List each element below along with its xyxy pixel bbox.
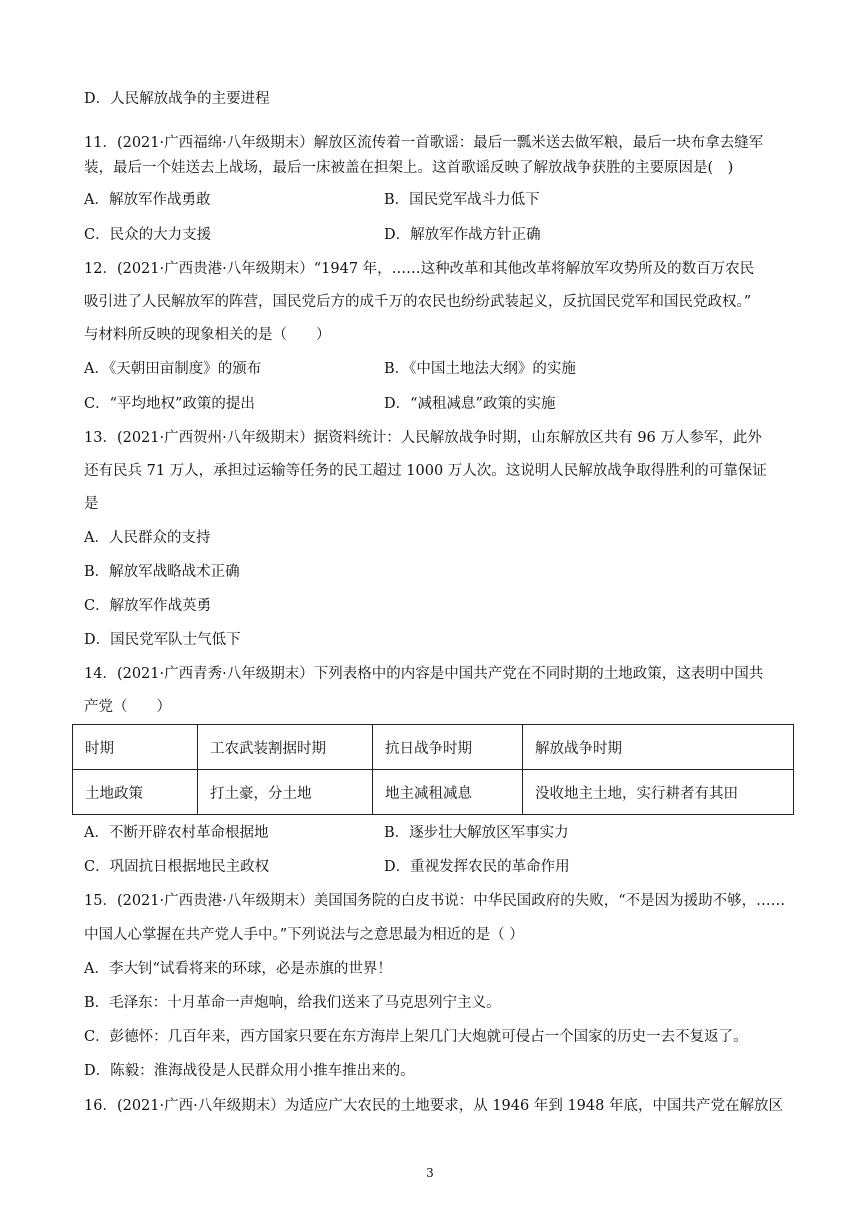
table-cell: 工农武装割据时期 bbox=[198, 725, 373, 770]
q12-option-a: A．《天朝田亩制度》的颁布 bbox=[84, 361, 262, 377]
q13-stem-line3: 是 bbox=[84, 496, 99, 512]
table-row bbox=[73, 770, 794, 815]
q16-stem-line1: 16．(2021·广西·八年级期末）为适应广大农民的土地要求，从 1946 年到 1948 年底，中国共产党在解放区 bbox=[84, 1098, 783, 1114]
q13-option-d: D．国民党军队士气低下 bbox=[84, 632, 241, 648]
q14-option-d: D．重视发挥农民的革命作用 bbox=[384, 859, 570, 875]
q15-stem-line1: 15．(2021·广西贵港·八年级期末）美国国务院的白皮书说：中华民国政府的失败，“不是因为援助不够，…… bbox=[84, 893, 786, 909]
table-header-row bbox=[73, 725, 794, 770]
q15-stem-line2: 中国人心掌握在共产党人手中。”下列说法与之意思最为相近的是（ ） bbox=[84, 927, 524, 943]
q14-option-a: A．不断开辟农村革命根据地 bbox=[84, 825, 269, 841]
q11-stem-line1: 11．(2021·广西福绵·八年级期末）解放区流传着一首歌谣：最后一瓢米送去做军粮，最后一块布拿去缝军 bbox=[84, 135, 764, 151]
q11-stem-line2: 装，最后一个娃送去上战场，最后一床被盖在担架上。这首歌谣反映了解放战争获胜的主要原因是( ) bbox=[84, 160, 734, 176]
q15-option-b: B．毛泽东：十月革命一声炮响，给我们送来了马克思列宁主义。 bbox=[84, 995, 501, 1011]
table-cell: 土地政策 bbox=[73, 770, 198, 815]
q12-stem-line1: 12．(2021·广西贵港·八年级期末）“1947 年，……这种改革和其他改革将解放军攻势所及的数百万农民 bbox=[84, 261, 755, 277]
q13-stem-line2: 还有民兵 71 万人，承担过运输等任务的民工超过 1000 万人次。这说明人民解放战争取得胜利的可靠保证 bbox=[84, 463, 767, 479]
q11-option-c: C．民众的大力支援 bbox=[84, 227, 212, 243]
q11-option-d: D．解放军作战方针正确 bbox=[384, 227, 541, 243]
q12-option-b: B．《中国土地法大纲》的实施 bbox=[384, 361, 576, 377]
q14-stem-line2: 产党（ ） bbox=[84, 699, 171, 715]
q12-option-c: C．“平均地权”政策的提出 bbox=[84, 396, 255, 412]
q14-option-b: B．逐步壮大解放区军事实力 bbox=[384, 825, 569, 841]
table-cell: 打土豪，分土地 bbox=[198, 770, 373, 815]
table-cell: 解放战争时期 bbox=[523, 725, 794, 770]
table-cell: 没收地主土地，实行耕者有其田 bbox=[523, 770, 794, 815]
q14-stem-line1: 14．(2021·广西青秀·八年级期末）下列表格中的内容是中国共产党在不同时期的土地政策，这表明中国共 bbox=[84, 666, 764, 682]
table-cell: 时期 bbox=[73, 725, 198, 770]
q12-stem-line3: 与材料所反映的现象相关的是（ ） bbox=[84, 327, 331, 343]
q13-stem-line1: 13．(2021·广西贺州·八年级期末）据资料统计：人民解放战争时期，山东解放区共有 96 万人参军，此外 bbox=[84, 430, 762, 446]
q14-option-c: C．巩固抗日根据地民主政权 bbox=[84, 859, 270, 875]
table-cell: 抗日战争时期 bbox=[373, 725, 523, 770]
q11-option-a: A．解放军作战勇敢 bbox=[84, 192, 211, 208]
q11-option-b: B．国民党军战斗力低下 bbox=[384, 192, 540, 208]
q15-option-d: D．陈毅：淮海战役是人民群众用小推车推出来的。 bbox=[84, 1063, 415, 1079]
q15-option-a: A．李大钊“试看将来的环球，必是赤旗的世界！ bbox=[84, 961, 392, 977]
page-number: 3 bbox=[426, 1166, 434, 1180]
q15-option-c: C．彭德怀：几百年来，西方国家只要在东方海岸上架几门大炮就可侵占一个国家的历史一去不复返了。 bbox=[84, 1029, 748, 1045]
q13-option-a: A．人民群众的支持 bbox=[84, 530, 211, 546]
q10-option-d: D．人民解放战争的主要进程 bbox=[84, 91, 270, 107]
q12-stem-line2: 吸引进了人民解放军的阵营，国民党后方的成千万的农民也纷纷武装起义，反抗国民党军和国民党政权。” bbox=[84, 294, 752, 310]
q13-option-c: C．解放军作战英勇 bbox=[84, 598, 212, 614]
table-cell: 地主减租减息 bbox=[373, 770, 523, 815]
q12-option-d: D．“减租减息”政策的实施 bbox=[384, 396, 556, 412]
q13-option-b: B．解放军战略战术正确 bbox=[84, 564, 240, 580]
land-policy-table bbox=[72, 724, 794, 815]
